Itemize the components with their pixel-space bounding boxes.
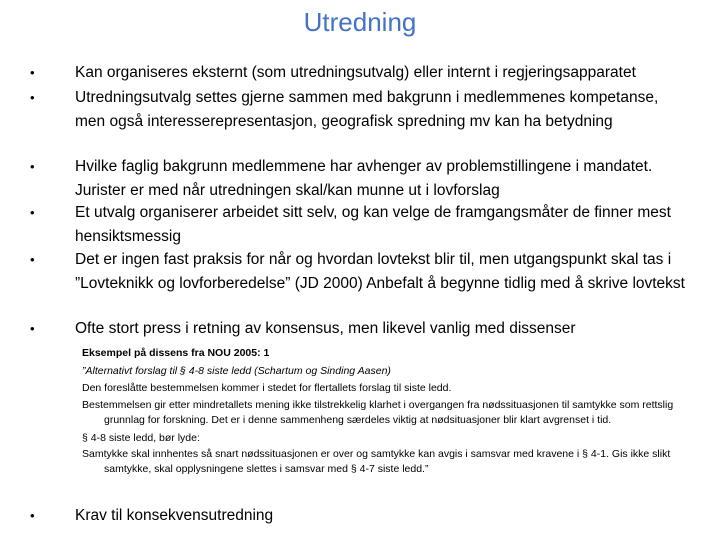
bullet-dot: • [30, 252, 35, 267]
bullet-dot: • [30, 90, 35, 105]
bullet-text: Utredningsutvalg settes gjerne sammen med bakgrunn i medlemmenes kompetanse, men også interesserepresentasjon, geografisk spredning mv kan ha betydning [75, 89, 659, 130]
bullet-dot: • [30, 205, 35, 220]
dissent-example [82, 345, 682, 479]
bullet-dot: • [30, 321, 35, 336]
bullet-text: Hvilke faglig bakgrunn medlemmene har avhenger av problemstillingene i mandatet. Jurister er med når utredningen skal/kan munne ut i lovforslag [75, 158, 653, 199]
bullet-dot: • [30, 508, 35, 523]
example-line: § 4-8 siste ledd, bør lyde: [82, 431, 200, 444]
bullet-dot: • [30, 159, 35, 174]
bullet-text: Krav til konsekvensutredning [75, 507, 274, 524]
example-line: ”Alternativt forslag til § 4-8 siste ledd (Schartum og Sinding Aasen) [82, 364, 391, 377]
bullet-dot: • [30, 65, 35, 80]
example-line: Den foreslåtte bestemmelsen kommer i stedet for flertallets forslag til siste ledd. [82, 382, 452, 394]
bullet-text: Ofte stort press i retning av konsensus, men likevel vanlig med dissenser [75, 320, 576, 337]
example-line: Samtykke skal innhentes så snart nødssituasjonen er over og samtykke kan avgis i samsvar med kravene i § 4-1. Gis ikke slikt samtykke, skal opplysningene slettes i samsvar med § 4-7 siste ledd.” [82, 448, 671, 475]
slide-title: Utredning [303, 7, 417, 37]
example-line: Bestemmelsen gir etter mindretallets mening ikke tilstrekkelig klarhet i overgangen fra nødssituasjonen til samtykke som rettslig grunnlag for forskning. Det er i denne sammenheng særdeles viktig at nødsituasjoner blir klart avgrenset i tid. [82, 398, 674, 426]
example-heading: Eksempel på dissens fra NOU 2005: 1 [82, 347, 270, 359]
bullet-text: Det er ingen fast praksis for når og hvordan lovtekst blir til, men utgangspunkt skal tas i ”Lovteknikk og lovforberedelse” (JD 2000) Anbefalt å begynne tidlig med å skrive lovtekst [75, 251, 685, 292]
bullet-text: Et utvalg organiserer arbeidet sitt selv, og kan velge de framgangsmåter de finner mest hensiktsmessig [75, 204, 671, 245]
bullet-text: Kan organiseres eksternt (som utredningsutvalg) eller internt i regjeringsapparatet [75, 64, 636, 81]
